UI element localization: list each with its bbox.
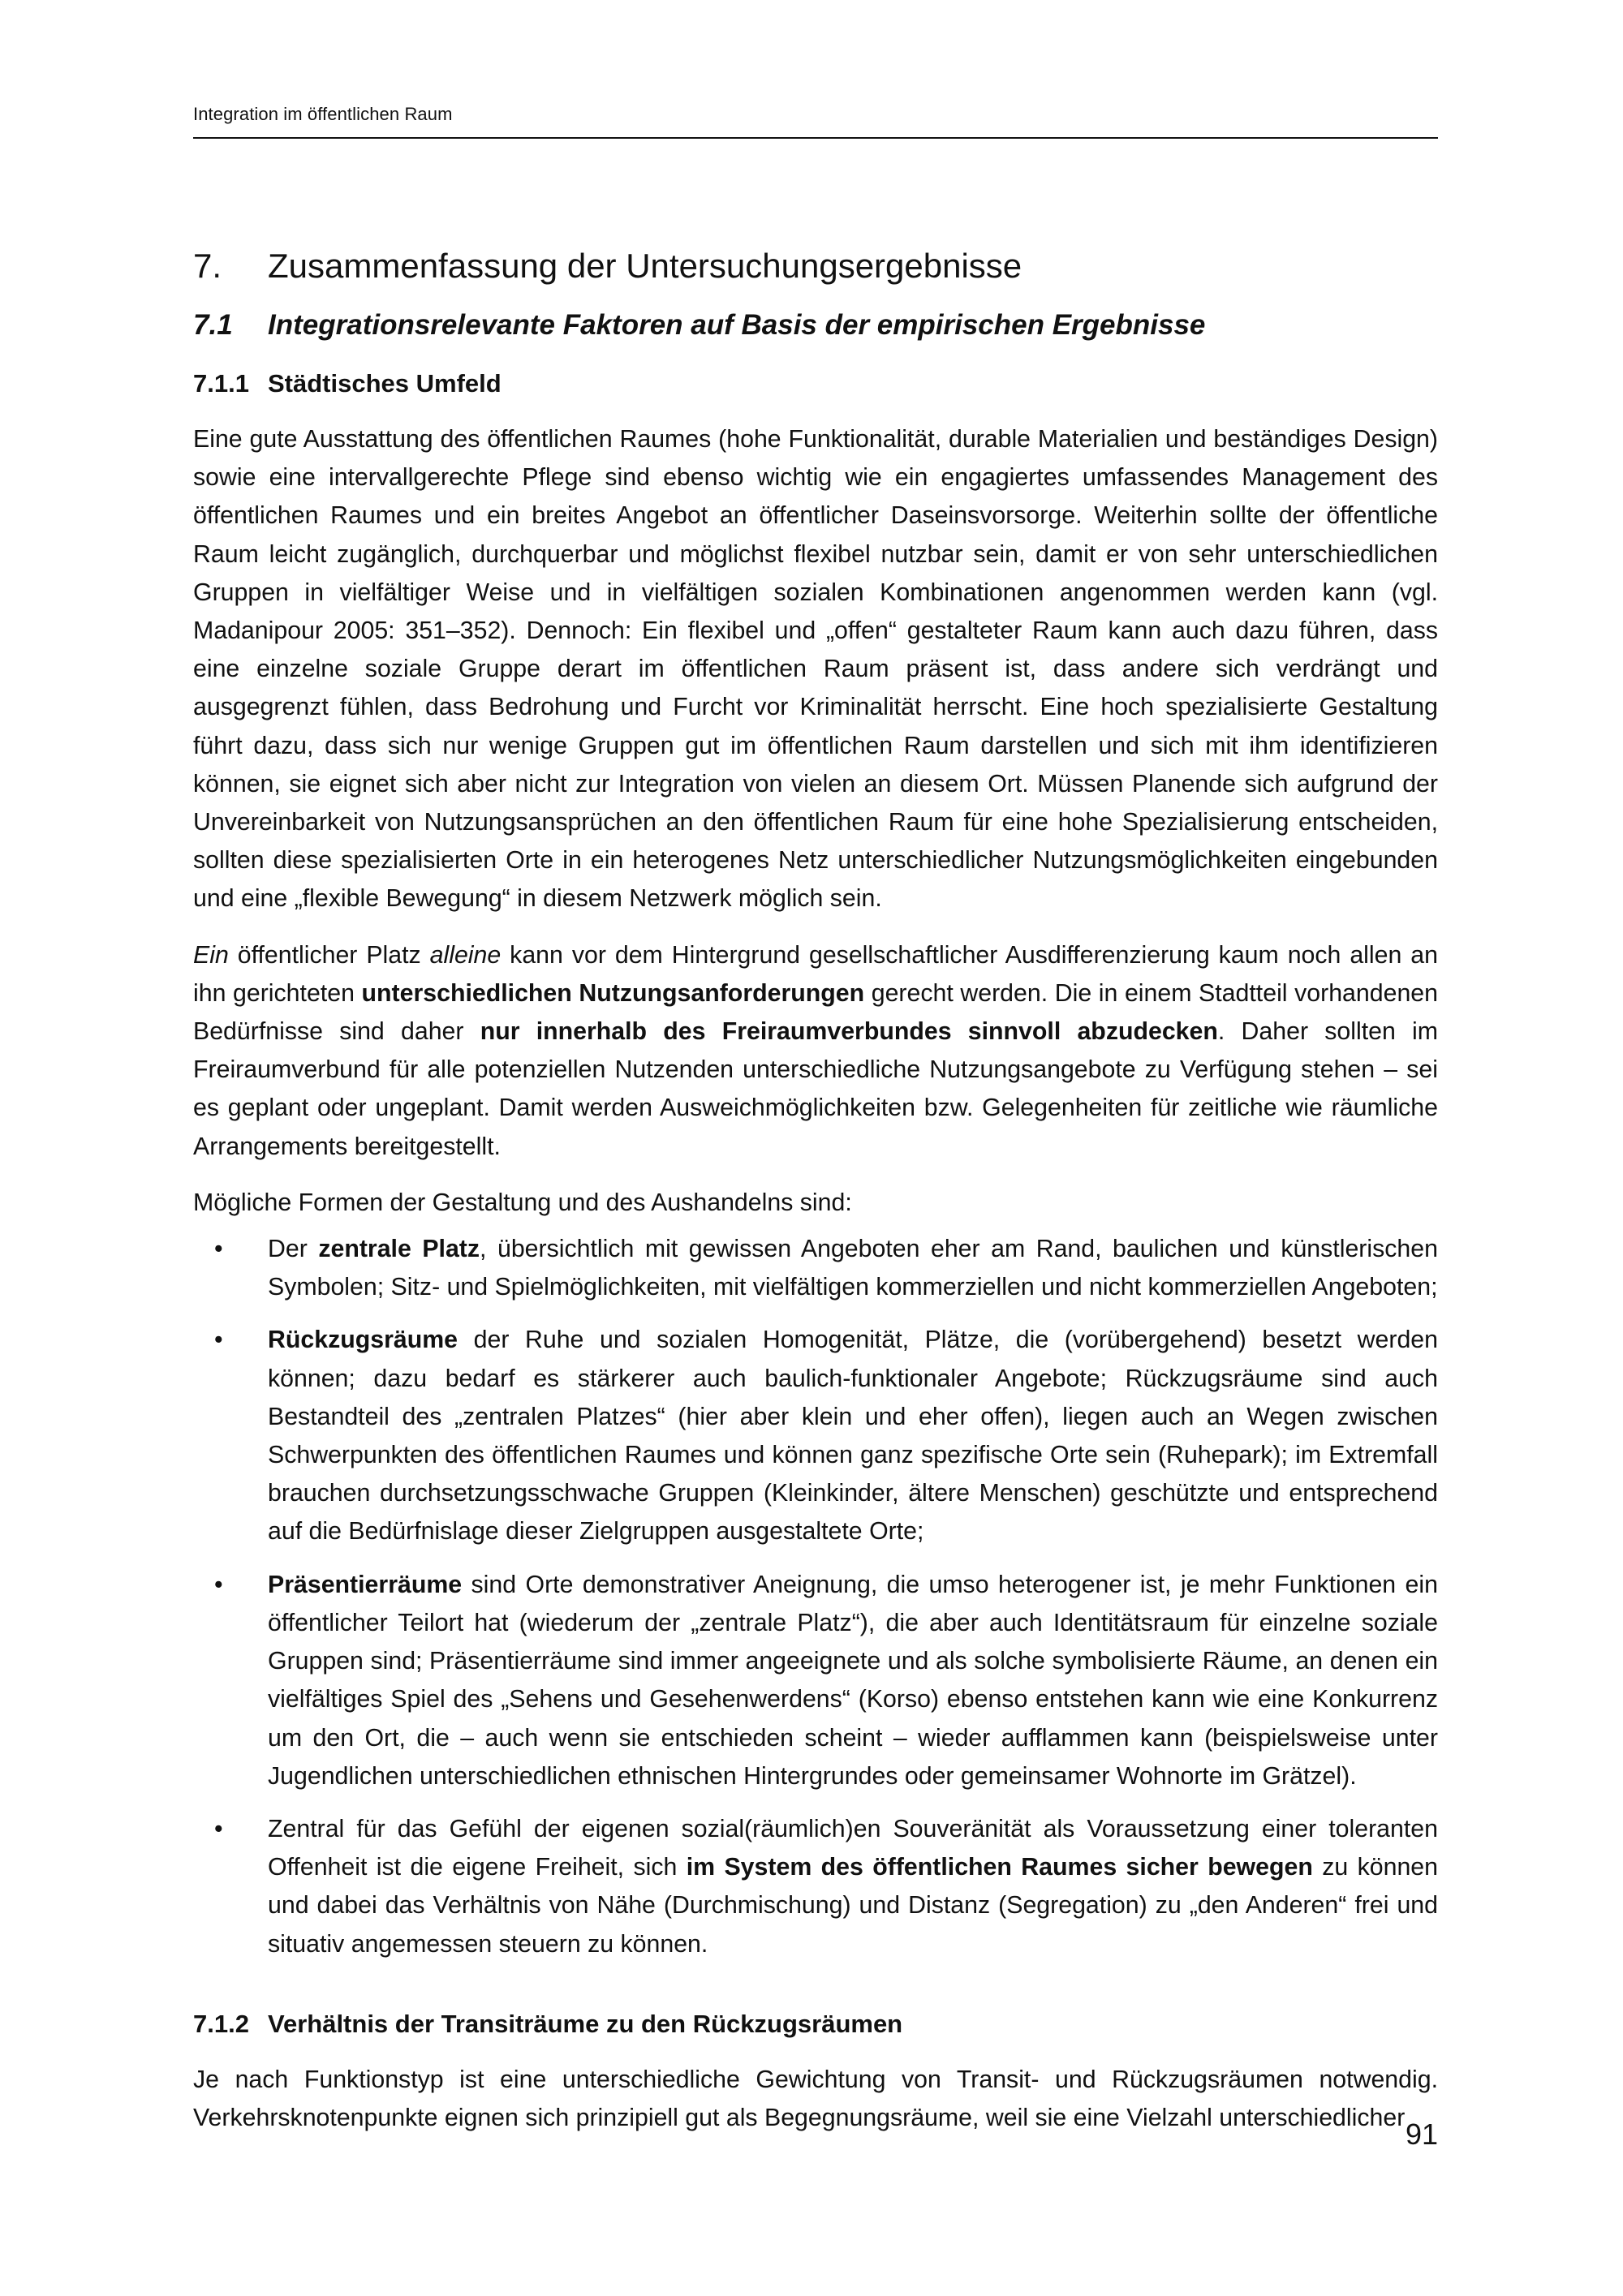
list-item	[193, 1810, 1438, 1963]
subsection-title: Städtisches Umfeld	[268, 369, 502, 398]
paragraph-open-space-network	[193, 936, 1438, 1166]
running-header: Integration im öffentlichen Raum	[193, 104, 453, 124]
emphasis-text: Ein	[193, 941, 229, 969]
body-text: der Ruhe und sozialen Homogenität, Plätze, die (vorübergehend) besetzt werden können; dazu bedarf es stärkerer auch baulich-funktionaler Angebote; Rückzugsräume sind auch Bestandteil des „zentralen Platzes“ (hier aber klein und eher offen), liegen auch an Wegen zwischen Schwerpunkten des öffentlichen Raumes und können ganz spezifische Orte sein (Ruhepark); im Extremfall brauchen durchsetzungsschwache Gruppen (Kleinkinder, ältere Menschen) geschützte und entsprechend auf die Bedürfnislage dieser Zielgruppen ausgestaltete Orte;	[268, 1326, 1438, 1546]
bullet-marker: •	[214, 1326, 223, 1354]
bold-text: Präsentierräume	[268, 1571, 463, 1598]
bullet-marker: •	[214, 1815, 223, 1842]
subsection-heading	[193, 2006, 1438, 2043]
section-heading	[193, 305, 1438, 346]
bold-text: unterschiedlichen Nutzungsanforderungen	[361, 979, 865, 1007]
body-text: gerecht werden. Die in einem Stadtteil vorhandenen Bedürfnisse sind daher	[193, 979, 1438, 1046]
bullet-marker: •	[214, 1236, 223, 1263]
bold-text: Rückzugsräume	[268, 1326, 458, 1354]
emphasis-text: alleine	[429, 941, 502, 969]
subsection-title: Verhältnis der Transiträume zu den Rückzugsräumen	[268, 2009, 903, 2038]
body-text: zu können und dabei das Verhältnis von Nähe (Durchmischung) und Distanz (Segregation) zu „den Anderen“ frei und situativ angemessen steuern zu können.	[268, 1854, 1438, 1958]
list-item	[193, 1230, 1438, 1306]
bullet-list	[193, 1230, 1438, 1963]
body-text: kann vor dem Hintergrund gesellschaftlicher Ausdifferenzierung kaum noch allen an ihn gerichteten	[193, 941, 1438, 1007]
list-item	[193, 1321, 1438, 1550]
section-number: 7.1	[193, 309, 233, 341]
paragraph-transit-spaces: Je nach Funktionstyp ist eine unterschiedliche Gewichtung von Transit- und Rückzugsräumen notwendig. Verkehrsknotenpunkte eignen sich prinzipiell gut als Begegnungsräume, weil sie eine Vielzahl unterschiedlicher	[193, 2066, 1438, 2131]
paragraph-list-intro: Mögliche Formen der Gestaltung und des Aushandelns sind:	[193, 1189, 852, 1216]
subsection-heading	[193, 365, 1438, 402]
bold-text: im System des öffentlichen Raumes sicher bewegen	[686, 1854, 1313, 1881]
body-text: sind Orte demonstrativer Aneignung, die umso heterogener ist, je mehr Funktionen ein öffentlicher Teilort hat (wiederum der „zentrale Platz“), die aber auch Identitätsraum für einzelne soziale Gruppen sind; Präsentierräume sind immer angeeignete und als solche symbolisierte Räume, an denen ein vielfältiges Spiel des „Sehens und Gesehenwerdens“ (Korso) ebenso entstehen kann wie eine Konkurrenz um den Ort, die – auch wenn sie entschieden scheint – wieder aufflammen kann (beispielsweise unter Jugendlichen unterschiedlichen ethnischen Hintergrundes oder gemeinsamer Wohnorte im Grätzel).	[268, 1571, 1438, 1790]
bullet-marker: •	[214, 1571, 223, 1598]
body-text: Der	[268, 1236, 319, 1263]
bold-text: nur innerhalb des Freiraumverbundes sinnvoll abzudecken	[480, 1018, 1218, 1046]
body-text: , übersichtlich mit gewissen Angeboten eher am Rand, baulichen und künstlerischen Symbolen; Sitz- und Spielmöglichkeiten, mit vielfältigen kommerziellen und nicht kommerziellen Angeboten;	[268, 1236, 1438, 1301]
subsection-number: 7.1.2	[193, 2009, 249, 2038]
chapter-title: Zusammenfassung der Untersuchungsergebnisse	[268, 247, 1022, 285]
body-text: Zentral für das Gefühl der eigenen sozial(räumlich)en Souveränität als Voraussetzung einer toleranten Offenheit ist die eigene Freiheit, sich	[268, 1815, 1438, 1881]
list-item	[193, 1566, 1438, 1795]
subsection-number: 7.1.1	[193, 369, 249, 398]
chapter-number: 7.	[193, 247, 222, 285]
page-body	[193, 243, 1438, 2137]
page-number: 91	[1405, 2118, 1438, 2151]
body-text: öffentlicher Platz	[228, 941, 430, 969]
section-title: Integrationsrelevante Faktoren auf Basis der empirischen Ergebnisse	[268, 309, 1206, 341]
bold-text: zentrale Platz	[318, 1236, 480, 1263]
paragraph-urban-environment: Eine gute Ausstattung des öffentlichen Raumes (hohe Funktionalität, durable Materialien und beständiges Design) sowie eine intervallgerechte Pflege sind ebenso wichtig wie ein engagiertes umfassendes Management des öffentlichen Raumes und ein breites Angebot an öffentlicher Daseinsvorsorge. Weiterhin sollte der öffentliche Raum leicht zugänglich, durchquerbar und möglichst flexibel nutzbar sein, damit er von sehr unterschiedlichen Gruppen in vielfältiger Weise und in vielfältigen sozialen Kombinationen angenommen werden kann (vgl. Madanipour 2005: 351–352). Dennoch: Ein flexibel und „offen“ gestalteter Raum kann auch dazu führen, dass eine einzelne soziale Gruppe derart im öffentlichen Raum präsent ist, dass andere sich verdrängt und ausgegrenzt fühlen, dass Bedrohung und Furcht vor Kriminalität herrscht. Eine hoch spezialisierte Gestaltung führt dazu, dass sich nur wenige Gruppen gut im öffentlichen Raum darstellen und sich mit ihm identifizieren können, sie eignet sich aber nicht zur Integration von vielen an diesem Ort. Müssen Planende sich aufgrund der Unvereinbarkeit von Nutzungsansprüchen an den öffentlichen Raum für eine hohe Spezialisierung entscheiden, sollten diese spezialisierten Orte in ein heterogenes Netz unterschiedlicher Nutzungsmöglichkeiten eingebunden und eine „flexible Bewegung“ in diesem Netzwerk möglich sein.	[193, 426, 1438, 913]
header-rule	[193, 137, 1438, 139]
chapter-heading	[193, 243, 1438, 289]
body-text: . Daher sollten im Freiraumverbund für alle potenziellen Nutzenden unterschiedliche Nutzungsangebote zu Verfügung stehen – sei es geplant oder ungeplant. Damit werden Ausweichmöglichkeiten bzw. Gelegenheiten für zeitliche wie räumliche Arrangements bereitgestellt.	[193, 1018, 1439, 1160]
